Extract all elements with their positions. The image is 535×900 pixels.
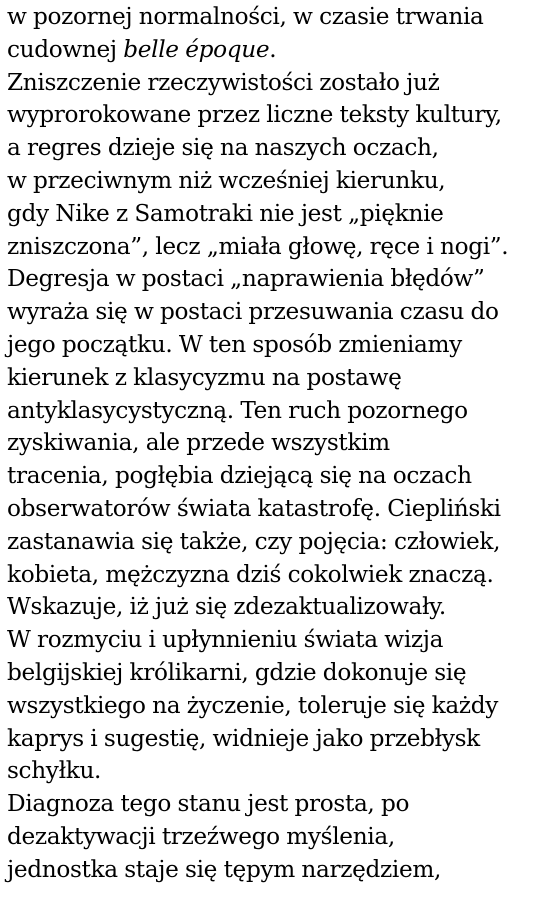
text-segment: .: [269, 35, 277, 63]
text-line: [7, 34, 533, 67]
text-line: zastanawia się także, czy pojęcia: człowiek,: [7, 527, 501, 555]
text-line: kaprys i sugestię, widnieje jako przebłysk: [7, 724, 480, 752]
italic-phrase: belle époque: [123, 35, 270, 63]
text-segment: cudownej: [7, 35, 124, 63]
text-line: zniszczona”, lecz „miała głowę, ręce i nogi”.: [7, 232, 509, 260]
text-line: W rozmyciu i upłynnieniu świata wizja: [7, 626, 444, 654]
text-line: gdy Nike z Samotraki nie jest „pięknie: [7, 199, 444, 227]
text-line: w przeciwnym niż wcześniej kierunku,: [7, 166, 446, 194]
text-line: schyłku.: [7, 757, 102, 785]
text-line: Zniszczenie rzeczywistości zostało już: [7, 68, 440, 96]
article-text: [7, 1, 535, 887]
text-line: wyraża się w postaci przesuwania czasu do: [7, 298, 499, 326]
text-line: w pozornej normalności, w czasie trwania: [7, 3, 484, 30]
text-line: Diagnoza tego stanu jest prosta, po: [7, 790, 410, 818]
text-line: Degresja w postaci „naprawienia błędów”: [7, 265, 485, 293]
text-line: antyklasycystyczną. Ten ruch pozornego: [7, 396, 468, 424]
text-line: kierunek z klasycyzmu na postawę: [7, 363, 402, 391]
text-line: obserwatorów świata katastrofę. Ciepliński: [7, 494, 501, 522]
text-line: zyskiwania, ale przede wszystkim: [7, 429, 390, 457]
text-line: a regres dzieje się na naszych oczach,: [7, 134, 439, 162]
text-line: wszystkiego na życzenie, toleruje się każdy: [7, 691, 498, 719]
text-line: jego początku. W ten sposób zmieniamy: [7, 330, 462, 358]
text-line: tracenia, pogłębia dziejącą się na oczach: [7, 462, 472, 490]
text-line: Wskazuje, iż już się zdezaktualizowały.: [7, 593, 446, 621]
text-line: belgijskiej królikarni, gdzie dokonuje się: [7, 658, 467, 686]
text-line: wyprorokowane przez liczne teksty kultury,: [7, 101, 502, 129]
text-line: jednostka staje się tępym narzędziem,: [7, 855, 442, 883]
text-line: dezaktywacji trzeźwego myślenia,: [7, 822, 395, 850]
text-line: kobieta, mężczyzna dziś cokolwiek znaczą.: [7, 560, 494, 588]
